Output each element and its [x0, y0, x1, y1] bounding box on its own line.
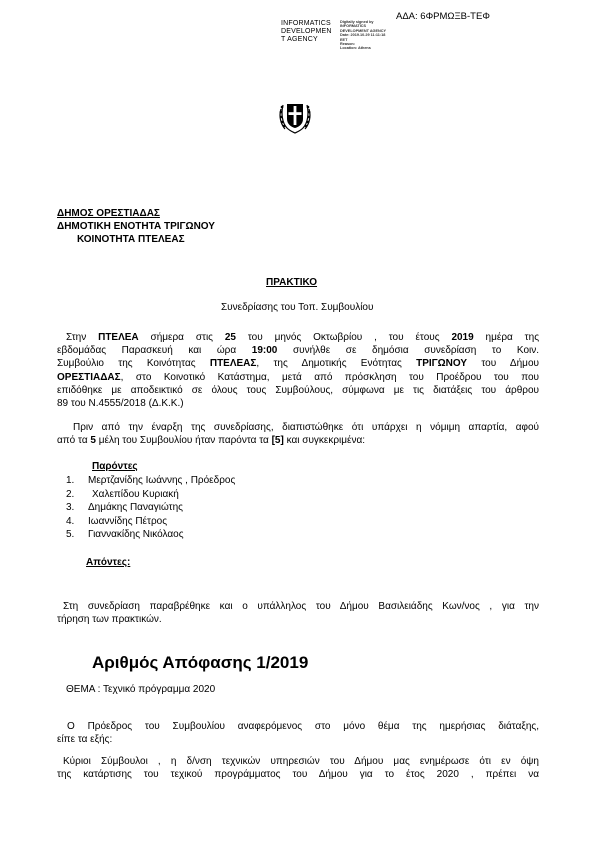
clerk-paragraph: Στη συνεδρίαση παραβρέθηκε και ο υπάλληλος του Δήμου Βασιλειάδης Κων/νος , για την τήρηση των πρακτικών. — [57, 601, 539, 626]
president-paragraph: Ο Πρόεδρος του Συμβουλίου αναφερόμενος στο μόνο θέμα της ημερήσιας διάταξης, είπε τα εξής: — [57, 721, 539, 746]
decision-subject: ΘΕΜΑ : Τεχνικό πρόγραμμα 2020 — [66, 684, 216, 695]
list-item: 2. Χαλεπίδου Κυριακή — [66, 488, 179, 500]
absent-heading: Απόντες: — [86, 557, 131, 568]
digital-signature-details: Digitally signed by INFORMATICS DEVELOPMENT AGENCY Date: 2019.10.29 11:11:18 EET Reason: Location: Athens — [340, 20, 387, 51]
document-title: ΠΡΑΚΤΙΚΟ — [266, 277, 318, 288]
decision-number: Αριθμός Απόφασης 1/2019 — [92, 653, 309, 672]
list-item: 3. Δημάκης Παναγιώτης — [66, 502, 183, 514]
community-name: ΚΟΙΝΟΤΗΤΑ ΠΤΕΛΕΑΣ — [77, 234, 185, 245]
municipal-unit-name: ΔΗΜΟΤΙΚΗ ΕΝΟΤΗΤΑ ΤΡΙΓΩΝΟΥ — [57, 221, 215, 232]
ada-code: ΑΔΑ: 6ΦΡΜΩΞΒ-ΤΕΦ — [396, 11, 490, 22]
intro-paragraph: Στην ΠΤΕΛΕΑ σήμερα στις 25 του μηνός Οκτωβρίου , του έτους 2019 ημέρα της εβδομάδας Παρασκευή και ώρα 19:00 συνήλθε σε δημόσια συνεδρίαση το Κοιν. Συμβούλιο της Κοινότητας ΠΤΕΛΕΑΣ, της Δημοτικής Ενότητας ΤΡΙΓΩΝΟΥ του Δήμου ΟΡΕΣΤΙΑΔΑΣ, στο Κοινοτικό Κατάστημα, μετά από πρόσκληση του Προέδρου του που επιδόθηκε με αποδεικτικό σε όλους τους Συμβούλους, σύμφωνα με τις διατάξεις του άρθρου 89 του Ν.4555/2018 (Δ.Κ.Κ.) — [57, 332, 540, 410]
technical-service-paragraph: Κύριοι Σύμβουλοι , η δ/νση τεχνικών υπηρεσιών του Δήμου μας ενημέρωσε ότι εν όψη της κατάρτισης του τεχικού προγράμματος του Δήμου για το έτος 2020 , πρέπει να — [57, 756, 539, 781]
municipality-name: ΔΗΜΟΣ ΟΡΕΣΤΙΑΔΑΣ — [57, 208, 160, 219]
digital-signature-name: INFORMATICS DEVELOPMEN T AGENCY — [281, 20, 332, 43]
list-item: 1. Μερτζανίδης Ιωάννης , Πρόεδρος — [66, 475, 236, 486]
document-subtitle: Συνεδρίασης του Τοπ. Συμβουλίου — [221, 302, 374, 313]
quorum-paragraph: Πριν από την έναρξη της συνεδρίασης, διαπιστώθηκε ότι υπάρχει η νόμιμη απαρτία, αφού από τα 5 μέλη του Συμβουλίου ήταν παρόντα τα [5] και συγκεκριμένα: — [57, 422, 539, 447]
present-members-list — [66, 474, 235, 542]
coat-of-arms-emblem — [277, 95, 313, 135]
list-item: 5. Γιαννακίδης Νικόλαος — [66, 529, 184, 541]
present-heading: Παρόντες — [92, 461, 138, 472]
list-item: 4. Ιωαννίδης Πέτρος — [66, 515, 168, 527]
